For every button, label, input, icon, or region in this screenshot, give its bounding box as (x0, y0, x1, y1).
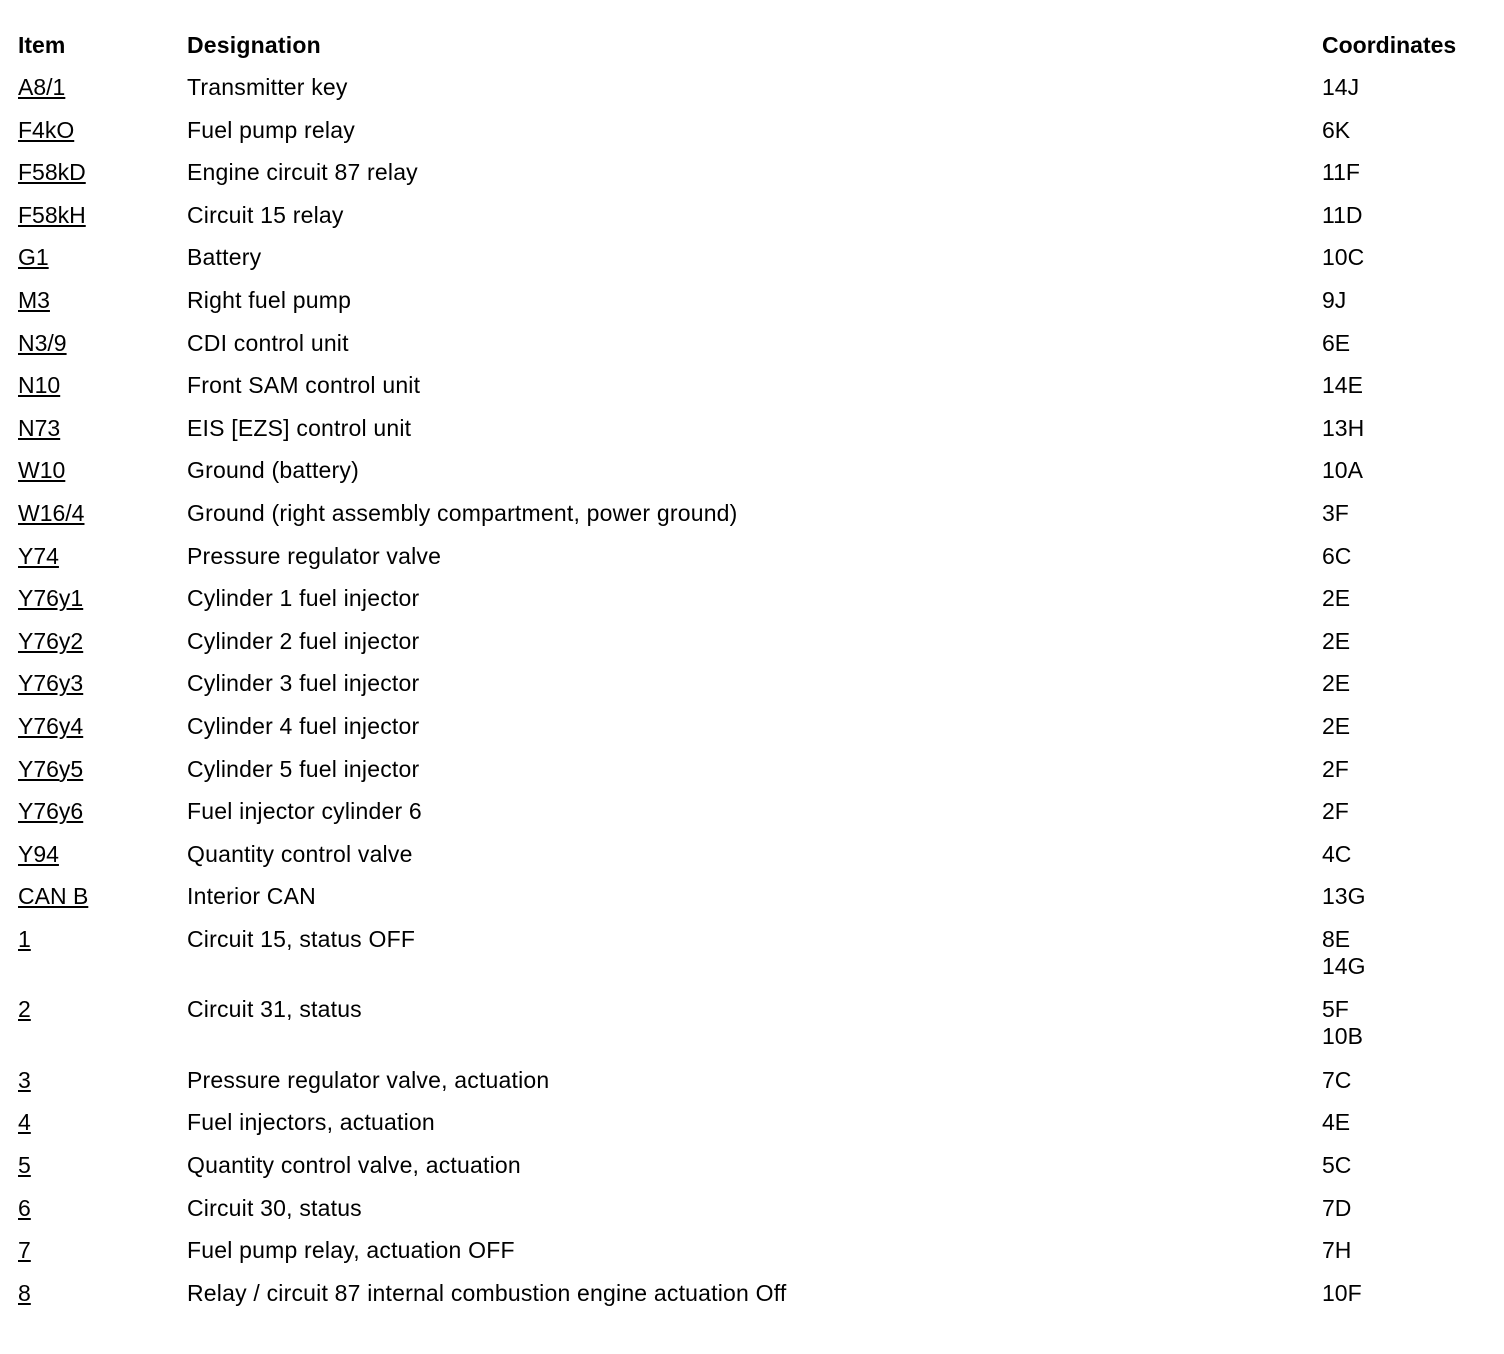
header-designation: Designation (187, 32, 321, 58)
item-cell (18, 926, 31, 953)
coordinates-cell (1322, 244, 1364, 271)
coordinates-cell (1322, 1237, 1351, 1264)
item-cell (18, 1237, 31, 1264)
table-row (0, 372, 1504, 415)
coordinate-value: 7C (1322, 1066, 1352, 1093)
item-link[interactable]: Y76y6 (18, 798, 84, 825)
item-link[interactable]: 1 (18, 925, 31, 952)
item-link[interactable]: Y94 (18, 840, 59, 867)
item-cell (18, 202, 86, 229)
coordinate-value: 2E (1322, 670, 1351, 697)
designation-cell: Fuel injectors, actuation (187, 1109, 435, 1136)
table-row (0, 117, 1504, 160)
coordinate-value: 6E (1322, 329, 1351, 356)
table-row (0, 500, 1504, 543)
table-row (0, 1280, 1504, 1323)
designation-cell: Right fuel pump (187, 286, 352, 313)
item-cell (18, 585, 83, 612)
item-cell (18, 244, 49, 271)
coordinates-cell (1322, 1280, 1362, 1307)
coordinate-value: 7D (1322, 1194, 1352, 1221)
item-cell (18, 996, 31, 1023)
table-row (0, 202, 1504, 245)
item-link[interactable]: F4kO (18, 116, 75, 143)
designation-cell: Circuit 15, status OFF (187, 925, 416, 952)
coordinates-cell (1322, 996, 1363, 1050)
coordinate-value: 10A (1322, 457, 1363, 484)
item-cell (18, 330, 67, 357)
item-link[interactable]: W10 (18, 457, 66, 484)
coordinates-cell (1322, 457, 1363, 484)
coordinate-value: 6K (1322, 116, 1351, 143)
designation-cell: Quantity control valve, actuation (187, 1152, 521, 1179)
item-link[interactable]: W16/4 (18, 499, 85, 526)
coordinate-value: 2E (1322, 627, 1351, 654)
table-row (0, 1152, 1504, 1195)
item-cell (18, 457, 65, 484)
coordinate-value: 2F (1322, 755, 1349, 782)
coordinates-cell (1322, 117, 1350, 144)
item-cell (18, 628, 83, 655)
coordinates-cell (1322, 500, 1349, 527)
table-row (0, 457, 1504, 500)
item-link[interactable]: 3 (18, 1066, 31, 1093)
designation-cell: Cylinder 5 fuel injector (187, 755, 420, 782)
table-row (0, 628, 1504, 671)
table-header-row (0, 32, 1504, 74)
coordinates-cell (1322, 543, 1351, 570)
item-cell (18, 1152, 31, 1179)
designation-cell: Cylinder 3 fuel injector (187, 670, 420, 697)
coordinates-cell (1322, 372, 1363, 399)
coordinates-cell (1322, 74, 1359, 101)
header-coordinates: Coordinates (1322, 32, 1457, 58)
table-row (0, 159, 1504, 202)
designation-cell: Ground (right assembly compartment, power ground) (187, 499, 738, 526)
item-link[interactable]: G1 (18, 244, 49, 271)
item-link[interactable]: 2 (18, 996, 31, 1023)
coordinate-value: 13G (1322, 883, 1366, 910)
designation-cell: Cylinder 2 fuel injector (187, 627, 420, 654)
item-link[interactable]: M3 (18, 286, 50, 313)
designation-cell: Cylinder 1 fuel injector (187, 585, 420, 612)
item-link[interactable]: CAN B (18, 883, 89, 910)
item-cell (18, 713, 83, 740)
item-cell (18, 670, 83, 697)
designation-cell: Circuit 31, status (187, 996, 362, 1023)
coordinate-value: 14G (1322, 952, 1366, 979)
coordinates-cell (1322, 1109, 1350, 1136)
coordinates-cell (1322, 926, 1365, 980)
item-link[interactable]: 5 (18, 1152, 31, 1179)
coordinate-value: 2E (1322, 585, 1351, 612)
item-link[interactable]: Y76y3 (18, 670, 84, 697)
table-row (0, 1109, 1504, 1152)
coordinate-value: 10C (1322, 244, 1365, 271)
coordinate-value: 9J (1322, 286, 1347, 313)
coordinates-cell (1322, 1067, 1351, 1094)
item-cell (18, 1067, 31, 1094)
item-link[interactable]: 6 (18, 1194, 31, 1221)
designation-cell: Fuel pump relay, actuation OFF (187, 1237, 515, 1264)
coordinate-value: 10B (1322, 1023, 1363, 1050)
coordinates-cell (1322, 202, 1363, 229)
coordinates-cell (1322, 713, 1350, 740)
item-cell (18, 117, 74, 144)
designation-cell: Circuit 15 relay (187, 201, 344, 228)
coordinate-value: 4C (1322, 840, 1352, 867)
table-row (0, 798, 1504, 841)
coordinates-cell (1322, 883, 1365, 910)
item-cell (18, 415, 60, 442)
coordinate-value: 6C (1322, 542, 1352, 569)
item-link[interactable]: Y76y4 (18, 712, 84, 739)
item-cell (18, 1280, 31, 1307)
coordinates-cell (1322, 330, 1350, 357)
item-cell (18, 543, 59, 570)
coordinate-value: 4E (1322, 1109, 1351, 1136)
item-link[interactable]: N73 (18, 414, 61, 441)
designation-cell: Interior CAN (187, 883, 316, 910)
table-row (0, 543, 1504, 586)
coordinate-value: 8E (1322, 925, 1351, 952)
designation-cell: Front SAM control unit (187, 372, 421, 399)
item-link[interactable]: A8/1 (18, 74, 66, 100)
coordinates-cell (1322, 1152, 1351, 1179)
coordinates-cell (1322, 628, 1350, 655)
item-link[interactable]: Y76y2 (18, 627, 84, 654)
item-cell (18, 159, 86, 186)
designation-cell: Cylinder 4 fuel injector (187, 712, 420, 739)
coordinate-value: 11D (1322, 201, 1363, 228)
table-row (0, 244, 1504, 287)
coordinate-value: 5F (1322, 996, 1349, 1023)
coordinate-value: 14J (1322, 74, 1360, 100)
coordinate-value: 7H (1322, 1237, 1352, 1264)
item-link[interactable]: Y76y1 (18, 585, 84, 612)
item-cell (18, 756, 83, 783)
designation-cell: CDI control unit (187, 329, 349, 356)
item-link[interactable]: N3/9 (18, 329, 67, 356)
coordinate-value: 5C (1322, 1152, 1352, 1179)
item-link[interactable]: Y76y5 (18, 755, 84, 782)
coordinate-value: 14E (1322, 372, 1363, 399)
table-row (0, 926, 1504, 997)
item-cell (18, 1195, 31, 1222)
designation-cell: Quantity control valve (187, 840, 413, 867)
coordinates-cell (1322, 159, 1360, 186)
item-cell (18, 372, 60, 399)
coordinate-value: 11F (1322, 159, 1360, 186)
table-row (0, 1237, 1504, 1280)
coordinate-value: 2F (1322, 798, 1349, 825)
coordinates-cell (1322, 585, 1350, 612)
item-link[interactable]: 8 (18, 1279, 31, 1306)
item-link[interactable]: 4 (18, 1109, 31, 1136)
designation-cell: Ground (battery) (187, 457, 359, 484)
designation-cell: Battery (187, 244, 262, 271)
table-body (0, 74, 1504, 1322)
designation-cell: Pressure regulator valve, actuation (187, 1066, 550, 1093)
coordinate-value: 3F (1322, 499, 1349, 526)
coordinate-value: 2E (1322, 712, 1351, 739)
table-row (0, 415, 1504, 458)
table-row (0, 1195, 1504, 1238)
table-row (0, 670, 1504, 713)
table-row (0, 1067, 1504, 1110)
table-row (0, 996, 1504, 1067)
table-row (0, 330, 1504, 373)
coordinate-value: 13H (1322, 414, 1365, 441)
item-link[interactable]: 7 (18, 1237, 31, 1264)
designation-cell: Fuel injector cylinder 6 (187, 798, 422, 825)
item-cell (18, 883, 88, 910)
item-link[interactable]: F58kH (18, 201, 86, 228)
table-row (0, 713, 1504, 756)
table-row (0, 841, 1504, 884)
item-cell (18, 500, 84, 527)
coordinates-cell (1322, 670, 1350, 697)
designation-cell: Relay / circuit 87 internal combustion engine actuation Off (187, 1279, 787, 1306)
table-row (0, 883, 1504, 926)
item-cell (18, 841, 59, 868)
coordinates-cell (1322, 841, 1351, 868)
designation-cell: Circuit 30, status (187, 1194, 362, 1221)
designation-cell: Fuel pump relay (187, 116, 355, 143)
item-link[interactable]: Y74 (18, 542, 59, 569)
item-link[interactable]: F58kD (18, 159, 86, 186)
table-row (0, 756, 1504, 799)
designation-cell: Pressure regulator valve (187, 542, 442, 569)
table-row (0, 287, 1504, 330)
coordinates-cell (1322, 1195, 1351, 1222)
designation-cell: Engine circuit 87 relay (187, 159, 418, 186)
designation-cell: EIS [EZS] control unit (187, 414, 412, 441)
header-item: Item (18, 32, 66, 58)
coordinates-cell (1322, 798, 1349, 825)
coordinates-cell (1322, 756, 1349, 783)
designation-cell: Transmitter key (187, 74, 348, 100)
coordinate-value: 10F (1322, 1279, 1362, 1306)
item-link[interactable]: N10 (18, 372, 61, 399)
table-row (0, 74, 1504, 117)
item-cell (18, 1109, 31, 1136)
table-row (0, 585, 1504, 628)
item-cell (18, 798, 83, 825)
item-cell (18, 287, 50, 314)
coordinates-cell (1322, 415, 1364, 442)
coordinates-cell (1322, 287, 1346, 314)
item-cell (18, 74, 65, 101)
